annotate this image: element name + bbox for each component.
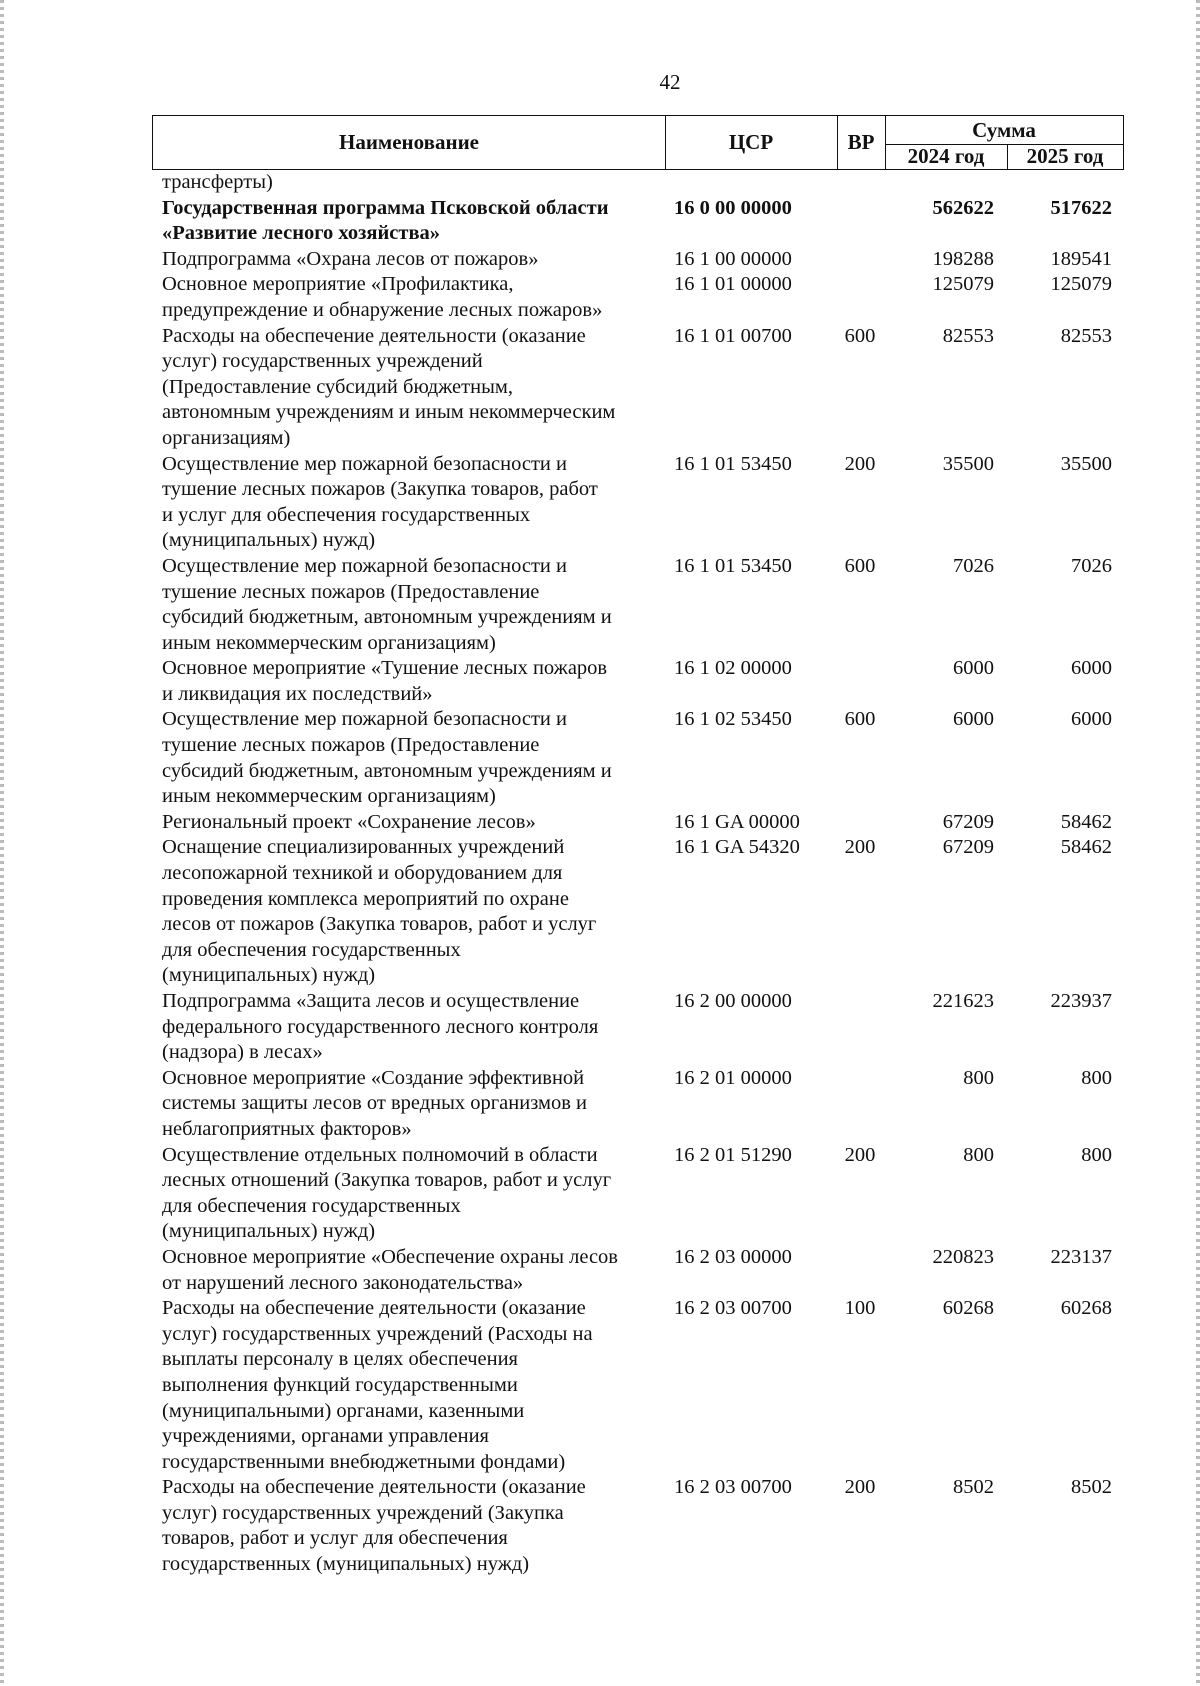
row-vr xyxy=(836,272,884,323)
row-sum-2025: 223937 xyxy=(1050,990,1112,1012)
row-sum-2025: 800 xyxy=(1081,1066,1112,1089)
row-name: Региональный проект «Сохранение лесов» xyxy=(162,810,536,833)
row-name: Расходы на обеспечение деятельности (оказание услуг) государственных учреждений (Расходы на выплаты персоналу в целях обеспечения выполнения функций государственными (муниципальными) органами, казенными учреждениями, органами управления государственными внебюджетными фондами) xyxy=(162,1297,593,1473)
page-number: 42 xyxy=(659,70,681,94)
row-csr: 16 1 01 53450 xyxy=(674,554,792,577)
row-vr xyxy=(836,247,884,273)
row-sum-2024: 125079 xyxy=(932,273,994,296)
table-row xyxy=(152,810,1124,836)
row-sum-2025: 7026 xyxy=(1071,554,1112,577)
row-csr: 16 1 02 00000 xyxy=(674,657,792,680)
row-name: Расходы на обеспечение деятельности (оказание услуг) государственных учреждений (Предоставление субсидий бюджетным, автономным учреждениям и иным некоммерческим организациям) xyxy=(162,324,616,449)
table-header xyxy=(152,115,1124,170)
row-sum-2025: 35500 xyxy=(1060,452,1112,475)
row-vr xyxy=(836,170,884,196)
header-year-2025: 2025 год xyxy=(1026,144,1104,168)
row-vr: 200 xyxy=(844,452,876,475)
table-row xyxy=(152,554,1124,656)
row-sum-2024: 7026 xyxy=(953,554,994,577)
row-name: Расходы на обеспечение деятельности (оказание услуг) государственных учреждений (Закупка товаров, работ и услуг для обеспечения государственных (муниципальных) нужд) xyxy=(162,1476,586,1576)
table-row xyxy=(152,452,1124,554)
row-sum-2025: 6000 xyxy=(1071,657,1112,680)
table-row xyxy=(152,707,1124,809)
row-name: Осуществление отдельных полномочий в области лесных отношений (Закупка товаров, работ и услуг для обеспечения государственных (муниципальных) нужд) xyxy=(162,1143,612,1243)
row-sum-2025: 82553 xyxy=(1060,324,1112,347)
table-row xyxy=(152,1066,1124,1143)
row-csr: 16 2 01 00000 xyxy=(674,1066,792,1089)
header-name: Наименование xyxy=(339,130,479,154)
row-name: Государственная программа Псковской области «Развитие лесного хозяйства» xyxy=(162,196,609,245)
table-row xyxy=(152,170,1124,196)
row-name: Оснащение специализированных учреждений лесопожарной техникой и оборудованием для проведения комплекса мероприятий по охране лесов от пожаров (Закупка товаров, работ и услуг для обеспечения государственных (муниципальных) нужд) xyxy=(162,836,597,987)
row-sum-2025: 60268 xyxy=(1060,1297,1112,1320)
row-name: трансферты) xyxy=(162,171,273,193)
row-sum-2025: 8502 xyxy=(1071,1476,1112,1499)
table-row xyxy=(152,1296,1124,1475)
table-body xyxy=(152,170,1124,1578)
scan-edge-right xyxy=(1196,0,1200,1686)
row-csr: 16 2 03 00700 xyxy=(674,1297,792,1320)
row-vr: 200 xyxy=(844,1476,876,1499)
row-name: Основное мероприятие «Обеспечение охраны лесов от нарушений лесного законодательства» xyxy=(162,1245,618,1294)
row-vr: 100 xyxy=(844,1297,876,1320)
row-sum-2024: 800 xyxy=(963,1143,994,1166)
row-csr: 16 1 GA 54320 xyxy=(674,836,800,859)
table-row xyxy=(152,835,1124,989)
row-sum-2024: 562622 xyxy=(932,196,994,219)
row-sum-2025: 6000 xyxy=(1071,708,1112,731)
header-vr: ВР xyxy=(847,130,875,154)
header-csr: ЦСР xyxy=(728,130,774,154)
row-sum-2025: 189541 xyxy=(1050,247,1112,270)
row-sum-2025: 223137 xyxy=(1050,1245,1112,1268)
row-csr: 16 2 01 51290 xyxy=(674,1143,792,1166)
row-sum-2024 xyxy=(884,170,1006,196)
table-row xyxy=(152,1143,1124,1245)
row-vr: 200 xyxy=(844,1143,876,1166)
row-vr xyxy=(836,1245,884,1296)
row-vr xyxy=(836,196,884,247)
row-csr: 16 0 00 00000 xyxy=(674,196,792,219)
row-name: Подпрограмма «Охрана лесов от пожаров» xyxy=(162,247,539,270)
row-sum-2024: 221623 xyxy=(932,990,994,1012)
row-vr: 600 xyxy=(844,324,876,347)
row-sum-2025: 58462 xyxy=(1060,836,1112,859)
row-name: Основное мероприятие «Создание эффективной системы защиты лесов от вредных организмов и неблагоприятных факторов» xyxy=(162,1066,588,1140)
table-row xyxy=(152,196,1124,247)
row-sum-2024: 35500 xyxy=(942,452,994,475)
table-row xyxy=(152,656,1124,707)
scan-edge-left xyxy=(0,0,4,1686)
row-sum-2024: 8502 xyxy=(953,1476,994,1499)
row-sum-2024: 198288 xyxy=(932,247,994,270)
row-name: Осуществление мер пожарной безопасности и тушение лесных пожаров (Закупка товаров, работ и услуг для обеспечения государственных (муниципальных) нужд) xyxy=(162,452,598,552)
row-vr: 600 xyxy=(844,708,876,731)
row-csr: 16 1 GA 00000 xyxy=(674,810,800,833)
row-sum-2025: 800 xyxy=(1081,1143,1112,1166)
table-row xyxy=(152,272,1124,323)
row-vr xyxy=(836,810,884,836)
row-vr xyxy=(836,656,884,707)
row-name: Основное мероприятие «Профилактика, предупреждение и обнаружение лесных пожаров» xyxy=(162,273,603,321)
row-name: Основное мероприятие «Тушение лесных пожаров и ликвидация их последствий» xyxy=(162,657,608,705)
row-sum-2025: 125079 xyxy=(1050,273,1112,296)
row-vr: 200 xyxy=(844,836,876,859)
row-name: Осуществление мер пожарной безопасности и тушение лесных пожаров (Предоставление субсидий бюджетным, автономным учреждениям и иным некоммерческим организациям) xyxy=(162,554,612,654)
row-csr: 16 1 00 00000 xyxy=(674,247,792,270)
row-sum-2024: 67209 xyxy=(942,836,994,859)
row-sum-2024: 800 xyxy=(963,1066,994,1089)
row-name: Подпрограмма «Защита лесов и осуществление федерального государственного лесного контроля (надзора) в лесах» xyxy=(162,990,599,1064)
row-csr: 16 2 03 00000 xyxy=(674,1245,792,1268)
row-csr: 16 1 02 53450 xyxy=(674,708,792,731)
row-sum-2024: 6000 xyxy=(953,657,994,680)
header-year-2024: 2024 год xyxy=(907,144,985,168)
row-sum-2024: 60268 xyxy=(942,1297,994,1320)
row-csr: 16 2 03 00700 xyxy=(674,1476,792,1499)
row-sum-2024: 67209 xyxy=(942,810,994,833)
row-name: Осуществление мер пожарной безопасности и тушение лесных пожаров (Предоставление субсидий бюджетным, автономным учреждениям и иным некоммерческим организациям) xyxy=(162,708,612,808)
row-vr xyxy=(836,1066,884,1143)
table-row xyxy=(152,1475,1124,1577)
table-row xyxy=(152,1245,1124,1296)
row-sum-2024: 6000 xyxy=(953,708,994,731)
row-sum-2025: 58462 xyxy=(1060,810,1112,833)
header-sum: Сумма xyxy=(972,117,1036,142)
row-sum-2024: 82553 xyxy=(942,324,994,347)
row-sum-2024: 220823 xyxy=(932,1245,994,1268)
row-vr xyxy=(836,989,884,1066)
table-row xyxy=(152,989,1124,1066)
row-sum-2025 xyxy=(1006,170,1124,196)
row-csr: 16 1 01 00000 xyxy=(674,273,792,296)
row-sum-2025: 517622 xyxy=(1050,196,1112,219)
table-row xyxy=(152,247,1124,273)
row-csr: 16 1 01 00700 xyxy=(674,324,792,347)
table-row xyxy=(152,324,1124,452)
row-csr: 16 2 00 00000 xyxy=(674,990,792,1012)
row-csr xyxy=(664,170,836,196)
row-vr: 600 xyxy=(844,554,876,577)
row-csr: 16 1 01 53450 xyxy=(674,452,792,475)
